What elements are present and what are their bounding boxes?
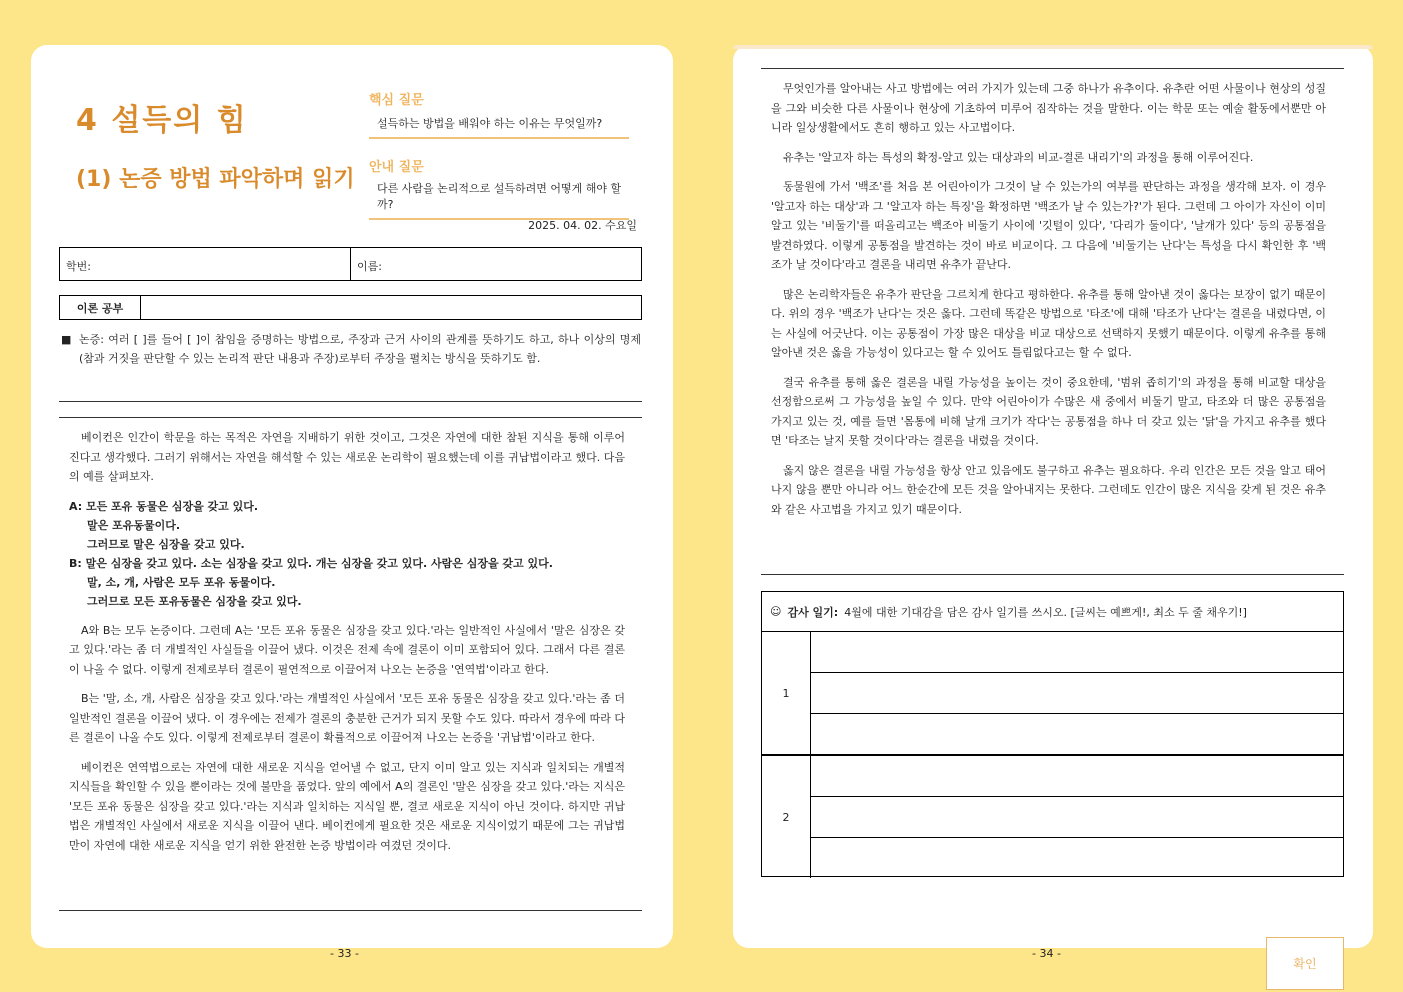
theory-header xyxy=(59,295,642,320)
paragraph: 베이컨은 인간이 학문을 하는 목적은 자연을 지배하기 위한 것이고, 그것은 자연에 대한 참된 지식을 통해 이루어진다고 생각했다. 그러기 위해서는 자연을 해석할 수 있는 새로운 논리학이 필요했는데 이를 귀납법이라고 했다. 다음의 예를 살펴보자. xyxy=(69,431,625,483)
divider xyxy=(761,68,1344,69)
paragraph: 결국 유추를 통해 옳은 결론을 내릴 가능성을 높이는 것이 중요한데, '범위 좁히기'의 과정을 통해 비교할 대상을 선정함으로써 그 가능성을 높일 수 있다. 만약 어린아이가 수많은 새 중에서 비둘기 말고, 타조와 더 많은 공통점을 가지고 있는 것, 예를 들면 '몸통에 비해 날개 크기가 작다'는 공통점을 하나 더 갖고 있는 '닭'을 가지고 유추를 했다면 '타조는 날지 못할 것이다'라는 결론을 내렸을 것이다. xyxy=(771,375,1326,447)
page-number-left: - 33 - xyxy=(330,947,359,960)
paragraph: 동물원에 가서 '백조'를 처음 본 어린아이가 그것이 날 수 있는가의 여부를 판단하는 과정을 생각해 보자. 이 경우 '알고자 하는 대상'과 그 '알고자 하는 특징'을 확정하면 '백조가 날 수 있는가?'가 된다. 그런데 그 아이가 자신이 이미 알고 있는 '비둘기'를 떠올리고는 백조아 비둘기 사이에 '깃털이 있다', '다리가 둘이다', '날개가 있다' 등의 공통점을 발견하였다. 이렇게 공통점을 발견하는 것이 바로 비교이다. 그 다음에 '비둘기는 난다'는 특성을 다시 확인한 후 '백조가 날 것이다'라고 결론을 내리면 유추가 끝난다. xyxy=(771,180,1326,271)
definition-block xyxy=(61,331,641,368)
definition-text: 논증: 여러 [ ]를 들어 [ ]이 참임을 증명하는 방법으로, 주장과 근거 사이의 관계를 뜻하기도 하고, 하나 이상의 명제(참과 거짓을 판단할 수 있는 논리적 판단 내용과 주장)로부터 주장을 펼치는 방식을 뜻하기도 함. xyxy=(79,333,641,365)
paragraph: 베이컨은 연역법으로는 자연에 대한 새로운 지식을 얻어낼 수 없고, 단지 이미 알고 있는 지식과 일치되는 개별적 지식들을 확인할 수 있을 뿐이라는 것에 불만을 품었다. 앞의 예에서 A의 결론인 '말은 심장을 갖고 있다.'라는 지식은 '모든 포유 동물은 심장을 갖고 있다.'라는 지식과 일치하는 지식일 뿐, 결코 새로운 지식이 아닌 것이다. 하지만 귀납법은 개별적인 사실에서 새로운 지식을 이끌어 낸다. 베이컨에게 필요한 것은 새로운 지식이었기 때문에 그는 귀납법만이 자연에 대한 새로운 지식을 얻기 위한 완전한 논증 방법이라 여겼던 것이다. xyxy=(69,760,625,852)
guide-question-label: 안내 질문 xyxy=(369,160,424,175)
page-number-right: - 34 - xyxy=(1032,947,1061,960)
square-bullet-icon: ■ xyxy=(61,333,72,346)
example-b-line-1: B: 말은 심장을 갖고 있다. 소는 심장을 갖고 있다. 개는 심장을 갖고 있다. 사람은 심장을 갖고 있다. xyxy=(69,556,553,570)
paragraph: 많은 논리학자들은 유추가 판단을 그르치게 한다고 평하한다. 유추를 통해 알아낸 것이 옳다는 보장이 없기 때문이다. 위의 경우 '백조가 난다'는 것은 옳다. 그런데 똑같은 방법으로 '타조'에 대해 '타조가 난다'는 결론을 내렸다면, 이는 사실에 어긋난다. 이는 공통점이 가장 많은 대상을 비교 대상으로 선택하지 못했기 때문이다. 이렇게 유추를 통해 알아낸 것은 옳을 가능성이 있다고는 할 수 있어도 틀림없다고는 할 수 없다. xyxy=(771,287,1326,359)
student-id-field[interactable]: 학번: xyxy=(66,260,91,273)
theory-blank xyxy=(141,296,641,319)
paragraph: 옳지 않은 결론을 내릴 가능성을 항상 안고 있음에도 불구하고 유추는 필요하다. 우리 인간은 모든 것을 알고 태어나지 않을 뿐만 아니라 어느 한순간에 모든 것을 알아내지는 못한다. 그런데도 인간이 많은 지식을 갖게 된 것은 유추와 같은 사고법을 가지고 있기 때문이다. xyxy=(771,463,1326,516)
writing-line[interactable] xyxy=(811,796,1343,837)
page-top-stripe xyxy=(733,45,1373,49)
chapter-title: 4 설득의 힘 xyxy=(76,103,248,138)
thanks-diary-header xyxy=(762,592,1343,632)
example-a-line-1: A: 모든 포유 동물은 심장을 갖고 있다. xyxy=(69,499,259,513)
diary-entry xyxy=(762,632,1343,754)
entry-number: 1 xyxy=(762,632,811,754)
date: 2025. 04. 02. 수요일 xyxy=(528,219,637,232)
diary-entry xyxy=(762,754,1343,878)
example-a-line-2: 말은 포유동물이다. xyxy=(87,518,181,532)
example-block xyxy=(69,497,625,611)
writing-line[interactable] xyxy=(811,837,1343,878)
entry-number: 2 xyxy=(762,756,811,878)
example-b-line-2: 말, 소, 개, 사람은 모두 포유 동물이다. xyxy=(87,575,276,589)
thanks-diary-label: 감사 일기: xyxy=(787,605,839,619)
paragraph: A와 B는 모두 논증이다. 그런데 A는 '모든 포유 동물은 심장을 갖고 있다.'라는 일반적인 사실에서 '말은 심장은 갖고 있다.'라는 좀 더 개별적인 사실들을 이끌어 냈다. 이것은 전제 속에 결론이 이미 포함되어 있다. 그래서 다른 결론이 나올 수 없다. 이렇게 전제로부터 결론이 필연적으로 이끌어져 나오는 논증을 '연역법'이라고 한다. xyxy=(69,623,625,676)
right-page xyxy=(733,45,1373,948)
divider xyxy=(761,574,1344,575)
divider xyxy=(59,417,642,418)
left-body xyxy=(69,428,625,865)
theory-label: 이론 공부 xyxy=(60,296,141,319)
writing-line[interactable] xyxy=(811,672,1343,713)
student-info-table xyxy=(59,247,642,281)
section-title: (1) 논증 방법 파악하며 읽기 xyxy=(76,167,355,192)
paragraph: B는 '말, 소, 개, 사람은 심장을 갖고 있다.'라는 개별적인 사실에서 '모든 포유 동물은 심장을 갖고 있다.'라는 좀 더 일반적인 결론을 이끌어 냈다. 이 경우에는 전제가 결론의 충분한 근거가 되지 못할 수도 있다. 따라서 경우에 따라 다른 결론이 나올 수도 있다. 이렇게 전제로부터 결론이 확률적으로 이끌어져 나오는 논증을 '귀납법'이라고 한다. xyxy=(69,692,625,744)
core-question-label: 핵심 질문 xyxy=(369,93,424,108)
paragraph: 무엇인가를 알아내는 사고 방법에는 여러 가지가 있는데 그중 하나가 유추이다. 유추란 어떤 사물이나 현상의 성질을 그와 비슷한 다른 사물이나 현상에 기초하여 미루어 짐작하는 것을 말한다. 이는 학문 또는 예술 활동에서뿐만 아니라 일상생활에서도 흔히 행하고 있는 사고법이다. xyxy=(771,82,1326,134)
thanks-diary-table xyxy=(761,591,1344,877)
divider xyxy=(59,401,642,402)
writing-line[interactable] xyxy=(811,713,1343,754)
smiley-icon: ☺ xyxy=(770,605,782,618)
writing-line[interactable] xyxy=(811,756,1343,796)
left-page xyxy=(31,45,673,948)
example-b-line-3: 그러므로 모든 포유동물은 심장을 갖고 있다. xyxy=(87,594,302,608)
paragraph: 유추는 '알고자 하는 특성의 확정-알고 있는 대상과의 비교-결론 내리기'의 과정을 통해 이루어진다. xyxy=(783,150,1254,164)
guide-question-text: 다른 사람을 논리적으로 설득하려면 어떻게 해야 할까? xyxy=(369,176,629,220)
confirm-button[interactable]: 확인 xyxy=(1266,937,1344,990)
divider xyxy=(59,910,642,911)
core-question-text: 설득하는 방법을 배워야 하는 이유는 무엇일까? xyxy=(369,111,629,139)
name-field[interactable]: 이름: xyxy=(350,248,641,280)
example-a-line-3: 그러므로 말은 심장을 갖고 있다. xyxy=(87,537,245,551)
writing-line[interactable] xyxy=(811,632,1343,672)
right-body xyxy=(771,79,1326,529)
thanks-diary-prompt: 4월에 대한 기대감을 담은 감사 일기를 쓰시오. [글씨는 예쁘게!, 최소 두 줄 채우기!] xyxy=(844,605,1247,619)
